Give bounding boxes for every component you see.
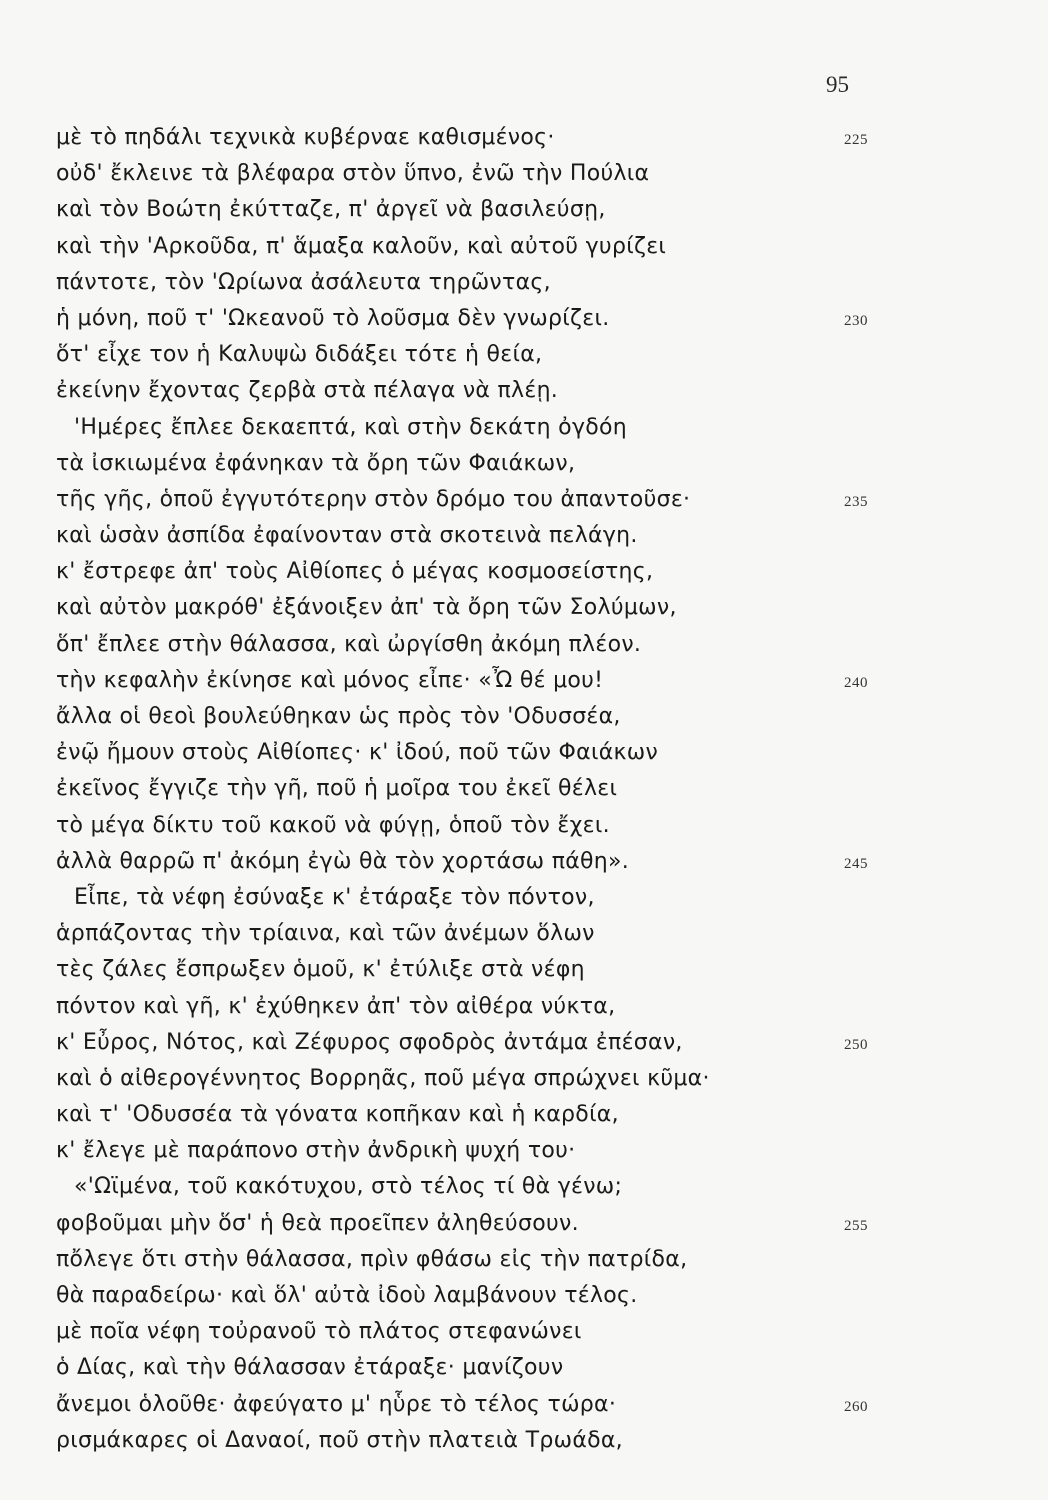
verse-text: ἐκείνην ἔχοντας ζερβὰ στὰ πέλαγα νὰ πλέῃ. [56,378,559,404]
verse-line [56,627,816,663]
verse-line [56,880,816,916]
verse-line [56,1387,868,1423]
verse-line [56,771,816,807]
verse-line [56,265,816,301]
verse-text: ὅτ' εἶχε τον ἡ Καλυψὼ διδάξει τότε ἡ θεία, [56,342,543,368]
verse-text: ἁρπάζοντας τὴν τρίαινα, καὶ τῶν ἀνέμων ὅλων [56,921,595,947]
verse-line [56,989,816,1025]
verse-text: ὁ Δίας, καὶ τὴν θάλασσαν ἐτάραξε· μανίζουν [56,1355,564,1381]
verse-line [56,1350,816,1386]
verse-text: τῆς γῆς, ὁποῦ ἐγγυτότερην στὸν δρόμο του ἀπαντοῦσε· [56,486,691,512]
verse-line [56,373,816,409]
verse-line [56,156,816,192]
line-number: 235 [844,493,868,510]
verse-text: ρισμάκαρες οἱ Δαναοί, ποῦ στὴν πλατειὰ Τρωάδα, [56,1427,623,1453]
verse-line [56,229,816,265]
verse-line [56,554,816,590]
verse-text: καὶ τὸν Βοώτη ἐκύτταζε, π' ἀργεῖ νὰ βασιλεύσῃ, [56,197,606,223]
verse-text: ἄνεμοι ὁλοῦθε· ἀφεύγατο μ' ηὗρε τὸ τέλος τώρα· [56,1391,617,1417]
verse-text: καὶ ὡσὰν ἀσπίδα ἐφαίνονταν στὰ σκοτεινὰ πελάγη. [56,523,638,549]
verse-text: πόντον καὶ γῆ, κ' ἐχύθηκεν ἀπ' τὸν αἰθέρα νύκτα, [56,993,616,1019]
line-number: 230 [844,312,868,329]
verse-text: 'Ημέρες ἔπλεε δεκαεπτά, καὶ στὴν δεκάτη ὀγδόη [74,414,628,440]
line-number: 255 [844,1217,868,1234]
poem-text [56,120,868,1459]
verse-line [56,1133,816,1169]
line-number: 240 [844,674,868,691]
line-number: 260 [844,1398,868,1415]
line-number: 250 [844,1036,868,1053]
verse-text: φοβοῦμαι μὴν ὅσ' ἡ θεὰ προεῖπεν ἀληθεύσουν. [56,1210,579,1236]
line-number: 225 [844,132,868,148]
verse-text: τὲς ζάλες ἔσπρωξεν ὁμοῦ, κ' ἐτύλιξε στὰ νέφη [56,957,585,983]
verse-text: τὸ μέγα δίκτυ τοῦ κακοῦ νὰ φύγῃ, ὁποῦ τὸν ἔχει. [56,812,610,838]
verse-line [56,735,816,771]
verse-text: καὶ τὴν 'Αρκοῦδα, π' ἅμαξα καλοῦν, καὶ αὐτοῦ γυρίζει [56,233,667,259]
verse-text: τὴν κεφαλὴν ἐκίνησε καὶ μόνος εἶπε· «Ὦ θέ μου! [56,667,604,693]
verse-line [56,1423,816,1459]
verse-text: καὶ αὐτὸν μακρόθ' ἐξάνοιξεν ἀπ' τὰ ὄρη τῶν Σολύμων, [56,595,677,621]
verse-line [56,1206,868,1242]
verse-line [56,410,816,446]
verse-text: ἀλλὰ θαρρῶ π' ἀκόμη ἐγὼ θὰ τὸν χορτάσω πάθη». [56,848,630,874]
verse-line [56,1242,816,1278]
verse-text: θὰ παραδείρω· καὶ ὅλ' αὐτὰ ἰδοὺ λαμβάνουν τέλος. [56,1283,638,1308]
verse-text: τὰ ἰσκιωμένα ἐφάνηκαν τὰ ὄρη τῶν Φαιάκων, [56,450,576,476]
verse-text: κ' Εὖρος, Νότος, καὶ Ζέφυρος σφοδρὸς ἀντάμα ἐπέσαν, [56,1029,683,1055]
verse-line [56,1278,816,1314]
verse-line [56,1097,816,1133]
verse-line [56,1169,816,1205]
verse-text: μὲ τὸ πηδάλι τεχνικὰ κυβέρναε καθισμένος· [56,125,555,150]
verse-line [56,120,868,156]
verse-line [56,590,816,626]
verse-text: μὲ ποῖα νέφη τοὐρανοῦ τὸ πλάτος στεφανώνει [56,1319,582,1345]
verse-text: ἡ μόνη, ποῦ τ' 'Ωκεανοῦ τὸ λοῦσμα δὲν γνωρίζει. [56,305,610,331]
verse-text: πάντοτε, τὸν 'Ωρίωνα ἀσάλευτα τηρῶντας, [56,269,551,295]
verse-text: κ' ἔλεγε μὲ παράπονο στὴν ἀνδρικὴ ψυχή του· [56,1138,576,1164]
page-number: 95 [826,72,849,97]
verse-text: ὅπ' ἔπλεε στὴν θάλασσα, καὶ ὠργίσθη ἀκόμη πλέον. [56,631,642,657]
verse-text: καὶ ὁ αἰθερογέννητος Βορρηᾶς, ποῦ μέγα σπρώχνει κῦμα· [56,1065,710,1091]
verse-text: κ' ἔστρεφε ἀπ' τοὺς Αἰθίοπες ὁ μέγας κοσμοσείστης, [56,559,654,585]
verse-line [56,1025,868,1061]
verse-text: «'Ωϊμένα, τοῦ κακότυχου, στὸ τέλος τί θὰ γένω; [74,1174,623,1200]
verse-line [56,1314,816,1350]
verse-text: πὄλεγε ὅτι στὴν θάλασσα, πρὶν φθάσω εἰς τὴν πατρίδα, [56,1246,688,1272]
verse-line [56,663,868,699]
verse-text: ἄλλα οἱ θεοὶ βουλεύθηκαν ὡς πρὸς τὸν 'Οδυσσέα, [56,704,621,729]
verse-line [56,337,816,373]
verse-line [56,446,816,482]
verse-text: οὐδ' ἔκλεινε τὰ βλέφαρα στὸν ὕπνο, ἐνῶ τὴν Πούλια [56,161,650,187]
verse-line [56,808,816,844]
verse-line [56,699,816,735]
line-number: 245 [844,855,868,872]
verse-line [56,482,868,518]
verse-line [56,1061,816,1097]
verse-line [56,844,868,880]
verse-text: Εἶπε, τὰ νέφη ἐσύναξε κ' ἐτάραξε τὸν πόντον, [74,884,595,910]
verse-text: ἐνῷ ἤμουν στοὺς Αἰθίοπες· κ' ἰδού, ποῦ τῶν Φαιάκων [56,740,659,766]
verse-line [56,916,816,952]
verse-line [56,301,868,337]
verse-line [56,952,816,988]
verse-line [56,192,816,228]
verse-text: ἐκεῖνος ἔγγιζε τὴν γῆ, ποῦ ἡ μοῖρα του ἐκεῖ θέλει [56,776,618,802]
verse-line [56,518,816,554]
verse-text: καὶ τ' 'Οδυσσέα τὰ γόνατα κοπῆκαν καὶ ἡ καρδία, [56,1102,619,1128]
